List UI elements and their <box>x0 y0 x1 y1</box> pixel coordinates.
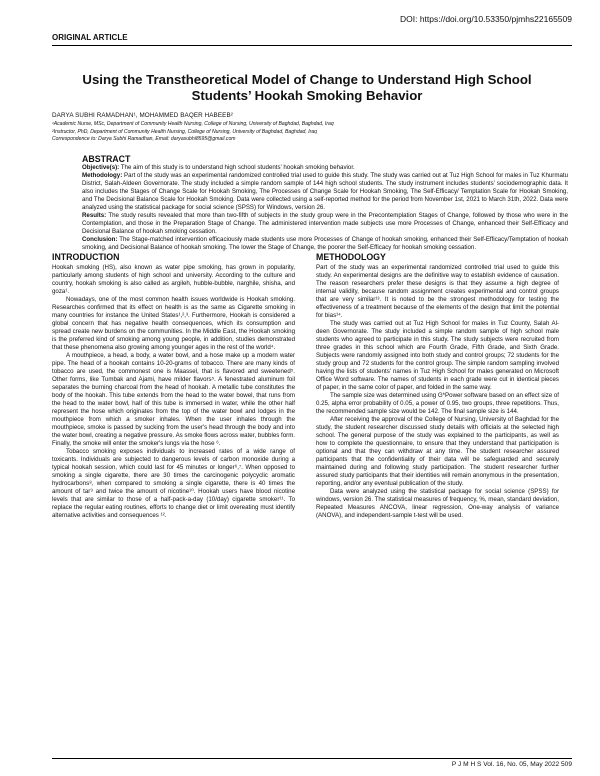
abstract-methodology <box>52 172 568 212</box>
affiliations <box>52 121 334 144</box>
methodology-heading: METHODOLOGY <box>316 252 386 262</box>
intro-paragraph-4: Tobacco smoking exposes individuals to increased rates of a wide range of toxicants. Individuals are subjected to dangerous levels of carbon monoxide during a typical hookah session, which could last for 45 minutes or longer⁶,⁷. When opposed to smoking a single cigarette, there are 30 times the carcinogenic polycyclic aromatic hydrocarbons⁸, when compared to smoking a single cigarette, there is 40 times the amount of tar⁹ and twice the amount of nicotine¹⁰. Hookah users have blood nicotine levels that are similar to those of a half-pack-a-day (10/day) cigarette smoker¹¹. To replace the regular eating routines, efforts to change diet or limit overeating must identify alternative activities and consequences ¹². <box>52 448 295 519</box>
method-paragraph-4: After receiving the approval of the College of Nursing, University of Baghdad for the study, the student researcher discussed study details with officials at the selected high school. The general purpose of the study was explained to the participants, as well as how to complete the questionnaire, to ensure that they understand that participation is optional and that they can withdraw at any time. The student researcher assured participants that the confidentiality of their data will be safeguarded and securely maintained during and following study participation. The student researcher further assured study participants that their identities will remain anonymous in the presentation, reporting, and/or any eventual publication of the study. <box>316 416 559 487</box>
objective-text: The aim of this study is to understand high school students’ hookah smoking behavior. <box>119 164 355 171</box>
doi-link[interactable]: DOI: https://doi.org/10.53350/pjmhs22165509 <box>399 14 572 24</box>
introduction-heading: INTRODUCTION <box>52 252 120 262</box>
methodology-label: Methodology: <box>82 172 123 179</box>
intro-paragraph-2: Nowadays, one of the most common health issues worldwide is Hookah smoking. Researches confirmed that its effect on health is as the same as Cigarette smoking in many countries for instance the United States¹,²,³. Furthermore, Hookah is considered a global concern that has negative health consequences, which its consumption and spread create new burdens on the communities. In the Middle East, the Hookah smoking is the preferred kind of smoking among young people, in addition, studies demonstrated that these phenomena also growing among younger ages in the rest of the world⁴. <box>52 296 295 351</box>
results-label: Results: <box>82 212 107 219</box>
author-list: DARYA SUBHI RAMADHAN¹, MOHAMMED BAQER HABEEB² <box>52 112 233 119</box>
correspondence: Correspondence to: Darya Subhi Ramadhan, Email: daryasubhi8595@gmail.com <box>52 136 236 142</box>
conclusion-label: Conclusion: <box>82 236 118 243</box>
header-rule-top <box>52 45 572 46</box>
abstract-heading: ABSTRACT <box>82 154 131 164</box>
abstract-objective <box>52 164 568 172</box>
method-paragraph-5: Data were analyzed using the statistical package for social science (SPSS) for windows, version 26. The statistical measures of frequency, %, mean, standard deviation, Repeated Measures ANCOVA, linear regression, One-way analysis of variance (ANOVA), and independent-sample t-test will be used. <box>316 488 559 519</box>
method-paragraph-3: The sample size was determined using G*Power software based on an effect size of 0.25, alpha error probability of 0.05, a power of 0.95, two groups, three repetitions. Thus, the recommended sample size would be 142. The final sample size is 144. <box>316 392 559 415</box>
methodology-column <box>316 253 559 520</box>
article-title: Using the Transtheoretical Model of Change to Understand High School Students’ Hookah Smoking Behavior <box>82 72 532 103</box>
intro-paragraph-1: Hookah smoking (HS), also known as water pipe smoking, has grown in popularity, particularly among students of high school and university. According to the culture and country, hookah smoking is also called as argileh, hubble-bubble, narghile, shisha, and goza¹. <box>52 264 295 295</box>
methodology-text: Part of the study was an experimental randomized controlled trial used to guide this study. The study was carried out at Tuz High School for males in Tuz Khurmatu District, Salah-Aldeen Governorate. The study included a simple random sample of 144 high school students. The study instrument includes students’ sociodemographic data. It also includes the Stages of Change Scale for Hookah Smoking, The Processes of Change Scale for Hookah Smoking, The Self-Efficacy/ Temptation Scale for Hookah Smoking, and The Decisional Balance Scale for Hookah Smoking. Data were collected using a self-reported method for the period from November 1st, 2021 to March 31th, 2022. Data were analyzed using the statistical package for social science (SPSS) for Windows, version 26. <box>82 172 568 211</box>
method-paragraph-2: The study was carried out at Tuz High School for males in Tuz County, Salah Al-deen Governorate. The study included a simple random sample of high school male students who agreed to participate in this study. The study subjects were recruited from three grades in this school which are Fourth Grade, Fifth Grade, and Sixth Grade. Subjects were randomly assigned into both study and control groups; 72 students for the study group and 72 students for the control group. The simple random sampling involved having the lists of students' names in Tuz High School for males generated on Microsoft Office Word software. The names of students in each grade were cut in identical pieces of paper, in the same color of paper, and folded in the same way. <box>316 320 559 391</box>
introduction-column <box>52 253 295 520</box>
intro-paragraph-3: A mouthpiece, a head, a body, a water bowl, and a hose make up a modern water pipe. The head of a hookah contains 10-20-grams of tobacco. There are many kinds of tobacco are used, the commonest one is Maassel, that is flavored and sweetened⁵. Other forms, like Tumbak and Ajami, have milder flavors⁵. A fenestrated aluminum foil separates the burning charcoal from the head of hookah. A metallic tube constitutes the body of the hookah. This tube extends from the head to the water bowel, that runs from the head to the water bowl, half of this tube is immersed in water, while the other half represent the hose which originates from the top of the water bowl and lodges in the mouthpiece from which a smoker inhales. When the user inhales through the mouthpiece, smoke is passed by sucking from the user's head through the body and into the water bowl, creating a negative pressure. As smoke flows across water, bubbles form. Finally, the smoke will enter the smoker's lungs via the hose ⁶. <box>52 352 296 447</box>
affiliation-2: ²Instructor, PhD, Department of Community Health Nursing, College of Nursing, University of Baghdad, Baghdad, Iraq <box>52 128 318 135</box>
conclusion-text: The Stage-matched intervention efficaciously made students use more Processes of Change of hookah smoking, enhanced their Self-Efficacy/Temptation of hookah smoking, and Decisional Balance of hookah smoking. The lower the Stage of Change, the poorer the Self-Efficacy for hookah smoking cessation. <box>82 236 568 251</box>
abstract-conclusion <box>52 236 568 252</box>
footer-rule <box>52 758 572 759</box>
affiliation-1: ¹Academic Nurse, MSc, Department of Community Health Nursing, College of Nursing, University of Baghdad, Baghdad, Iraq <box>52 121 334 127</box>
abstract-results <box>52 212 568 236</box>
page-footer: P J M H S Vol. 16, No. 05, May 2022 509 <box>451 761 572 768</box>
article-type-label: ORIGINAL ARTICLE <box>52 33 128 42</box>
objective-label: Objective(s): <box>82 164 120 171</box>
method-paragraph-1: Part of the study was an experimental randomized controlled trial used to guide this study. An experimental designs are the definitive way to establish evidence of causation. The reason researchers prefer these designs is that they assume a high degree of internal validity, because random assignment creates experimental and control groups that are very similar¹³. It is noted to be the strongest methodology for testing the effectiveness of a treatment because of the elements of the design that limit the potential for bias¹⁴. <box>316 264 559 319</box>
abstract-section <box>52 155 568 252</box>
results-text: The study results revealed that more than two-fifth of subjects in the study group were in the Precontemplation Stages of Change, followed by those who were in the Contemplation, and those in the Preparation Stage of Change. The administered intervention made subjects use more Processes of Change, enhanced their Self-Efficacy and Decisional Balance of hookah smoking cessation. <box>82 212 568 235</box>
